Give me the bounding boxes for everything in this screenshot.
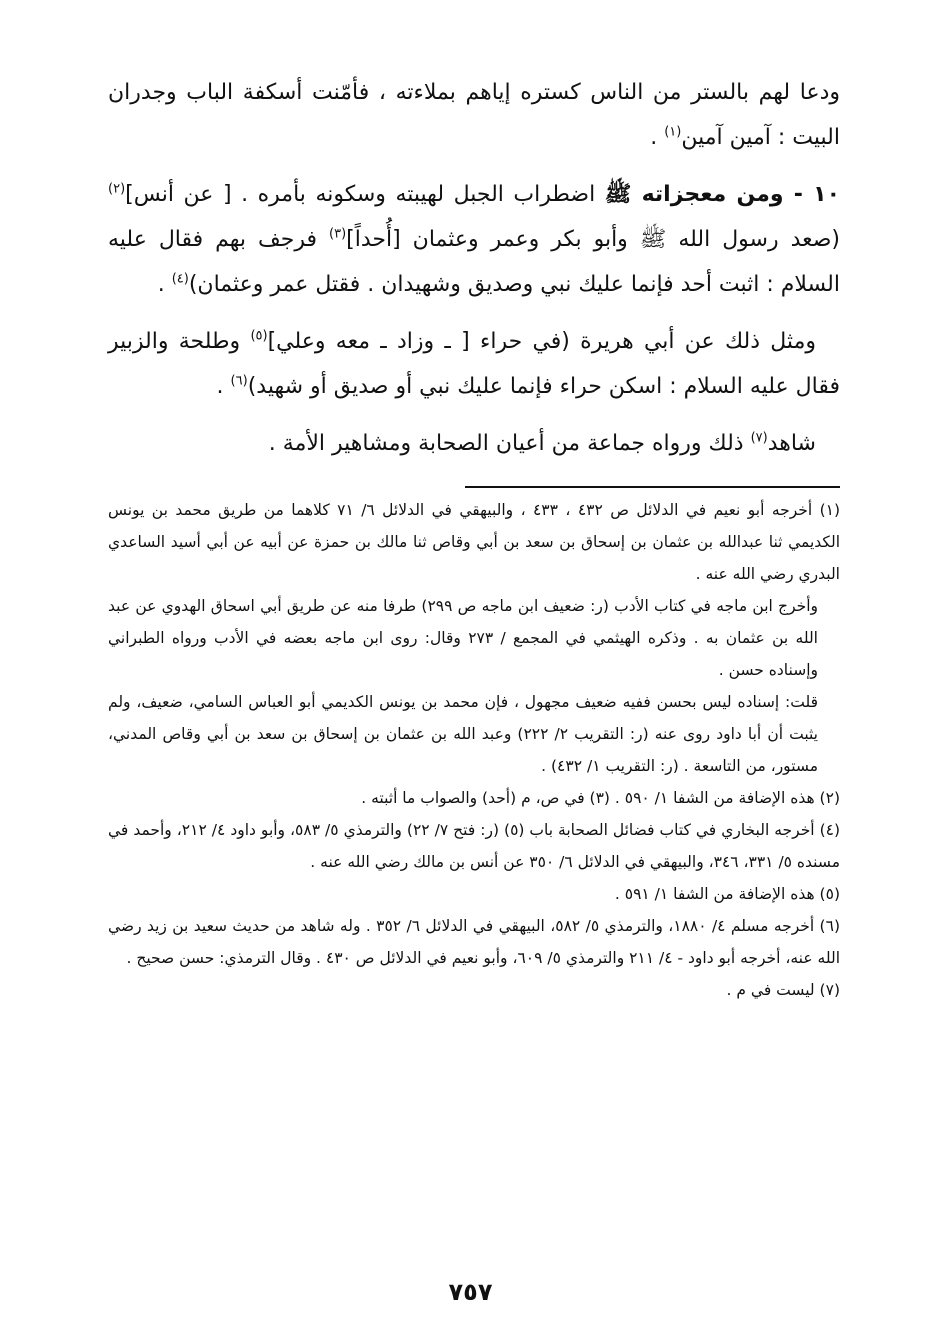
footnote-4: (٤) أخرجه البخاري في كتاب فضائل الصحابة باب (٥) (ر: فتح ٧/ ٢٢) والترمذي ٥/ ٥٨٣، وأبو داود ٤/ ٢١٢، وأحمد في مسنده ٥/ ٣٣١، ٣٤٦، والبيهقي في الدلائل ٦/ ٣٥٠ عن أنس بن مالك رضي الله عنه . bbox=[108, 821, 841, 871]
paragraph-2-text-c: فرجف بهم فقال عليه السلام : اثبت أحد فإنما عليك نبي وصديق وشهيدان . فقتل عمر وعثمان) bbox=[108, 227, 840, 297]
paragraph-2-text-b: (صعد رسول الله ﷺ وأبو بكر وعمر وعثمان [أُحداً] bbox=[346, 227, 840, 252]
paragraph-4 bbox=[108, 421, 840, 466]
footnote-ref-4: (٤) bbox=[171, 271, 189, 287]
footnote-2-3: (٢) هذه الإضافة من الشفا ١/ ٥٩٠ . (٣) في ص، م (أحد) والصواب ما أثبته . bbox=[361, 789, 840, 807]
footnote-ref-1: (١) bbox=[664, 124, 682, 140]
footnote-1-continued: وأخرج ابن ماجه في كتاب الأدب (ر: ضعيف ابن ماجه ص ٢٩٩) طرفا منه عن طريق أبي اسحاق الهدوي عن عبد الله بن عثمان به . وذكره الهيثمي في المجمع / ٢٧٣ وقال: روى ابن ماجه بعضه في الأدب ورواه الطبراني وإسناده حسن . bbox=[108, 597, 818, 679]
paragraph-4-text-b: ذلك ورواه جماعة من أعيان الصحابة ومشاهير الأمة . bbox=[268, 431, 751, 456]
main-text bbox=[108, 70, 840, 466]
footnote-ref-5: (٥) bbox=[250, 328, 268, 344]
page-content bbox=[108, 70, 840, 1006]
paragraph-3-text-b: وطلحة والزبير فقال عليه السلام : اسكن حراء فإنما عليك نبي أو صديق أو شهيد) bbox=[108, 329, 840, 399]
paragraph-2 bbox=[108, 172, 840, 307]
paragraph-3-text-a: ومثل ذلك عن أبي هريرة (في حراء [ ـ وزاد ـ معه وعلي] bbox=[267, 329, 816, 354]
footnote-separator bbox=[465, 486, 840, 488]
footnote-ref-3: (٣) bbox=[329, 226, 347, 242]
paragraph-1 bbox=[108, 70, 840, 160]
paragraph-4-text-a: شاهد bbox=[767, 431, 816, 456]
paragraph-1-text: ودعا لهم بالستر من الناس كستره إياهم بملاءته ، فأمّنت أسكفة الباب وجدران البيت : آمين آمين bbox=[108, 80, 840, 150]
footnote-6: (٦) أخرجه مسلم ٤/ ١٨٨٠، والترمذي ٥/ ٥٨٢، البيهقي في الدلائل ٦/ ٣٥٢ . وله شاهد من حديث سعيد بن زيد رضي الله عنه، أخرجه أبو داود - ٤/ ٢١١ والترمذي ٥/ ٦٠٩، وأبو نعيم في الدلائل ص ٤٣٠ . وقال الترمذي: حسن صحيح . bbox=[108, 917, 840, 967]
footnote-ref-2: (٢) bbox=[108, 181, 126, 197]
footnote-7: (٧) ليست في م . bbox=[726, 981, 840, 999]
footnote-5: (٥) هذه الإضافة من الشفا ١/ ٥٩١ . bbox=[614, 885, 840, 903]
footnotes bbox=[108, 494, 840, 1006]
item-lead: ومن معجزاته ﷺ bbox=[604, 182, 784, 207]
paragraph-3 bbox=[108, 319, 840, 409]
paragraph-2-text-a: اضطراب الجبل لهيبته وسكونه بأمره . [ عن أنس] bbox=[125, 182, 605, 207]
paragraph-3-end: . bbox=[216, 374, 231, 399]
footnote-ref-6: (٦) bbox=[230, 373, 248, 389]
item-number: ١٠ - bbox=[783, 182, 840, 207]
footnote-separator-wrap bbox=[108, 478, 840, 490]
footnote-ref-7: (٧) bbox=[750, 430, 768, 446]
footnote-1: (١) أخرجه أبو نعيم في الدلائل ص ٤٣٢ ، ٤٣٣ ، والبيهقي في الدلائل ٦/ ٧١ كلاهما من طريق محمد بن يونس الكديمي ثنا عبدالله بن عثمان بن إسحاق بن سعد بن أبي وقاص ثنا مالك بن حمزة عن أبيه عن أبي أسيد الساعدي البدري رضي الله عنه . bbox=[108, 501, 841, 583]
page-number: ٧٥٧ bbox=[448, 1278, 493, 1306]
footnote-1-comment: قلت: إسناده ليس بحسن ففيه ضعيف مجهول ، فإن محمد بن يونس الكديمي أبو العباس السامي، ضعيف، ولم يثبت أن أبا داود روى عنه (ر: التقريب ٢/ ٢٢٢) وعبد الله بن عثمان بن إسحاق بن سعد بن أبي وقاص المدني، مستور، من التاسعة . (ر: التقريب ١/ ٤٣٢) . bbox=[108, 693, 818, 775]
paragraph-2-end: . bbox=[157, 272, 172, 297]
paragraph-1-end: . bbox=[650, 125, 665, 150]
